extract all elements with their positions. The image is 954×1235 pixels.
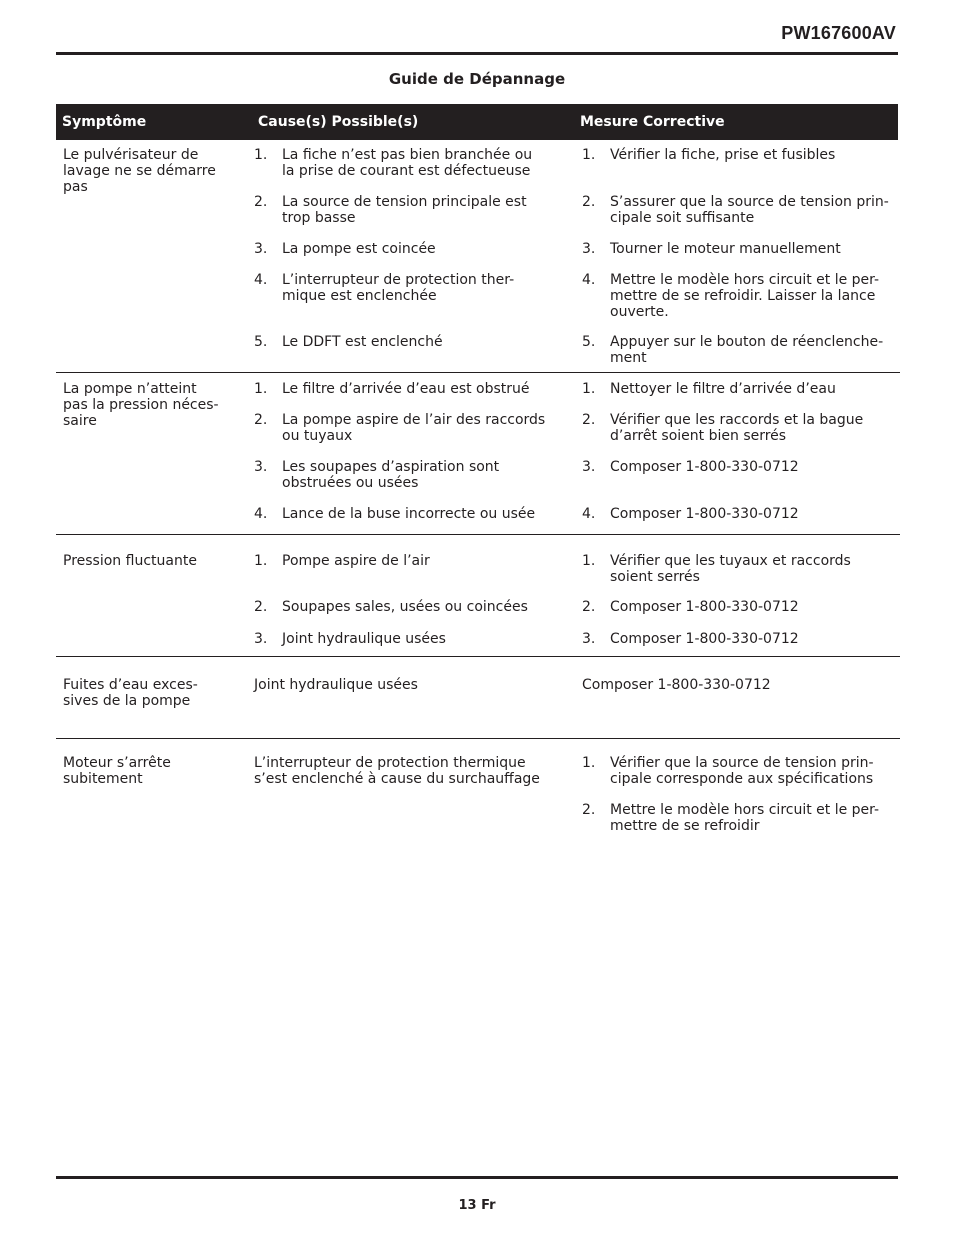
- cause-item-line: Le filtre d’arrivée d’eau est obstrué: [282, 381, 530, 397]
- top-rule: [56, 52, 898, 55]
- cause-item-line: mique est enclenchée: [282, 288, 437, 304]
- cause-item-line: Soupapes sales, usées ou coincées: [282, 599, 528, 615]
- fix-item: [610, 802, 879, 834]
- fix-item: [610, 147, 835, 163]
- cause-item-line: Joint hydraulique usées: [282, 631, 446, 647]
- cause-item: [282, 412, 545, 444]
- fix-number: 2.: [582, 802, 596, 818]
- fix-number: 1.: [582, 381, 596, 397]
- fix-item-line: Mettre le modèle hors circuit et le per-: [610, 802, 880, 818]
- fix-item: [610, 553, 851, 585]
- row-separator: [56, 656, 900, 657]
- cause-item-line: La source de tension principale est: [282, 194, 527, 210]
- table-header: [56, 104, 898, 140]
- symptom-cell: [63, 147, 243, 195]
- page-title: Guide de Dépannage: [388, 70, 566, 88]
- fix-item-line: Mettre le modèle hors circuit et le per-: [610, 272, 880, 288]
- model-number: PW167600AV: [781, 23, 896, 43]
- fix-item-line: Vérifier la fiche, prise et fusibles: [610, 147, 836, 163]
- cause-number: 1.: [254, 381, 268, 397]
- cause-item-line: Lance de la buse incorrecte ou usée: [282, 506, 536, 522]
- fix-item-line: d’arrêt soient bien serrés: [610, 428, 787, 444]
- cause-item: [254, 677, 418, 693]
- fix-item: [610, 506, 799, 522]
- cause-item-line: L’interrupteur de protection ther-: [282, 272, 515, 288]
- header-symptom: Symptôme: [62, 114, 147, 130]
- cause-item-line: Les soupapes d’aspiration sont: [282, 459, 500, 475]
- cause-item-line: La pompe est coincée: [282, 241, 436, 257]
- fix-item: [610, 755, 874, 787]
- fix-number: 4.: [582, 272, 596, 288]
- cause-item-line: la prise de courant est défectueuse: [282, 163, 531, 179]
- fix-item-line: Tourner le moteur manuellement: [610, 241, 841, 257]
- cause-number: 3.: [254, 241, 268, 257]
- bottom-rule: [56, 1176, 898, 1179]
- cause-number: 2.: [254, 194, 268, 210]
- row-separator: [56, 738, 900, 739]
- fix-item-line: mettre de se refroidir. Laisser la lance: [610, 288, 876, 304]
- cause-item-line: L’interrupteur de protection thermique: [254, 755, 526, 771]
- fix-item-line: Composer 1-800-330-0712: [610, 631, 799, 647]
- fix-number: 2.: [582, 412, 596, 428]
- fix-item: [610, 334, 883, 366]
- fix-item-line: ouverte.: [610, 304, 669, 320]
- symptom-cell: [63, 381, 243, 429]
- fix-number: 3.: [582, 241, 596, 257]
- fix-number: 4.: [582, 506, 596, 522]
- cause-item: [282, 147, 532, 179]
- cause-item: [282, 194, 527, 226]
- symptom-line: Fuites d’eau exces-: [63, 677, 198, 693]
- cause-item-line: obstruées ou usées: [282, 475, 419, 491]
- cause-number: 4.: [254, 272, 268, 288]
- fix-item: [582, 677, 771, 693]
- fix-item: [610, 412, 863, 444]
- cause-number: 5.: [254, 334, 268, 350]
- cause-number: 3.: [254, 631, 268, 647]
- symptom-line: pas: [63, 179, 88, 195]
- fix-item: [610, 381, 836, 397]
- fix-item: [610, 599, 799, 615]
- symptom-line: Pression fluctuante: [63, 553, 197, 569]
- header-fixes: Mesure Corrective: [580, 114, 725, 130]
- fix-item-line: cipale corresponde aux spécifications: [610, 771, 874, 787]
- fix-item-line: Nettoyer le filtre d’arrivée d’eau: [610, 381, 836, 397]
- cause-number: 3.: [254, 459, 268, 475]
- cause-item-line: Pompe aspire de l’air: [282, 553, 430, 569]
- fix-number: 2.: [582, 194, 596, 210]
- fix-item-line: Vérifier que les tuyaux et raccords: [610, 553, 851, 569]
- fix-number: 2.: [582, 599, 596, 615]
- symptom-line: subitement: [63, 771, 143, 787]
- fix-item: [610, 459, 799, 475]
- symptom-line: Le pulvérisateur de: [63, 147, 199, 163]
- fix-item-line: Vérifier que les raccords et la bague: [610, 412, 864, 428]
- symptom-line: saire: [63, 413, 97, 429]
- cause-item-line: Joint hydraulique usées: [254, 677, 418, 693]
- header-causes: Cause(s) Possible(s): [258, 114, 419, 130]
- cause-item-line: La fiche n’est pas bien branchée ou: [282, 147, 533, 163]
- symptom-cell: [63, 755, 243, 787]
- cause-item: [282, 459, 499, 491]
- cause-number: 1.: [254, 553, 268, 569]
- cause-number: 4.: [254, 506, 268, 522]
- cause-number: 1.: [254, 147, 268, 163]
- cause-item: [282, 272, 514, 304]
- cause-item: [282, 553, 430, 569]
- symptom-cell: [63, 553, 243, 569]
- cause-item-line: Le DDFT est enclenché: [282, 334, 443, 350]
- fix-item-line: mettre de se refroidir: [610, 818, 760, 834]
- fix-item: [610, 241, 841, 257]
- fix-number: 5.: [582, 334, 596, 350]
- cause-item: [282, 381, 530, 397]
- fix-item-line: Composer 1-800-330-0712: [582, 677, 771, 693]
- symptom-line: pas la pression néces-: [63, 397, 219, 413]
- symptom-line: La pompe n’atteint: [63, 381, 197, 397]
- fix-item: [610, 631, 799, 647]
- fix-number: 1.: [582, 147, 596, 163]
- fix-number: 1.: [582, 755, 596, 771]
- fix-number: 3.: [582, 631, 596, 647]
- fix-item-line: cipale soit suffisante: [610, 210, 755, 226]
- symptom-line: lavage ne se démarre: [63, 163, 216, 179]
- fix-item-line: Vérifier que la source de tension prin-: [610, 755, 874, 771]
- fix-item-line: soient serrés: [610, 569, 700, 585]
- cause-item-line: trop basse: [282, 210, 356, 226]
- fix-item-line: S’assurer que la source de tension prin-: [610, 194, 889, 210]
- cause-number: 2.: [254, 412, 268, 428]
- fix-item-line: Composer 1-800-330-0712: [610, 599, 799, 615]
- cause-item: [282, 599, 528, 615]
- fix-item-line: Composer 1-800-330-0712: [610, 459, 799, 475]
- page-number: 13 Fr: [458, 1198, 496, 1213]
- cause-number: 2.: [254, 599, 268, 615]
- fix-number: 1.: [582, 553, 596, 569]
- fix-item: [610, 194, 889, 226]
- symptom-cell: [63, 677, 243, 709]
- fix-item-line: Appuyer sur le bouton de réenclenche-: [610, 334, 884, 350]
- cause-item: [282, 241, 436, 257]
- symptom-line: sives de la pompe: [63, 693, 191, 709]
- row-separator: [56, 534, 900, 535]
- cause-item: [282, 334, 443, 350]
- fix-item: [610, 272, 879, 320]
- symptom-line: Moteur s’arrête: [63, 755, 171, 771]
- row-separator: [56, 372, 900, 373]
- cause-item: [254, 755, 540, 787]
- cause-item-line: La pompe aspire de l’air des raccords: [282, 412, 546, 428]
- fix-item-line: ment: [610, 350, 647, 366]
- cause-item-line: ou tuyaux: [282, 428, 353, 444]
- fix-item-line: Composer 1-800-330-0712: [610, 506, 799, 522]
- cause-item-line: s’est enclenché à cause du surchauffage: [254, 771, 540, 787]
- cause-item: [282, 631, 446, 647]
- fix-number: 3.: [582, 459, 596, 475]
- cause-item: [282, 506, 535, 522]
